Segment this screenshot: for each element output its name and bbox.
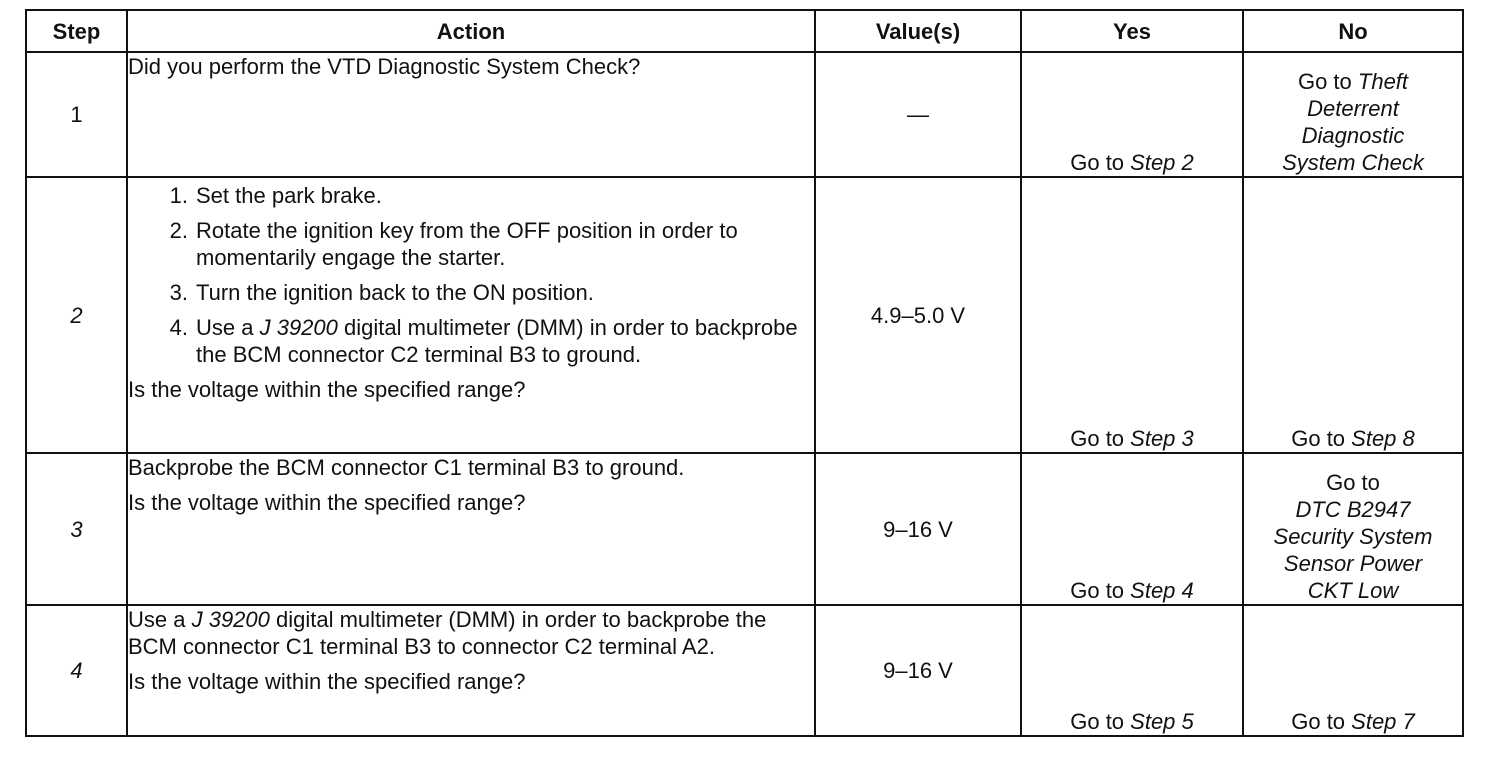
table-row xyxy=(26,177,1463,453)
no-ref-line[interactable]: Security System xyxy=(1273,524,1433,549)
no-prefix: Go to xyxy=(1291,426,1352,451)
action-question: Is the voltage within the specified range? xyxy=(128,490,526,515)
action-step: 4. Use a J 39200 digital multimeter (DMM) in order to backprobe the BCM connector C2 terminal B3 to ground. xyxy=(169,315,798,367)
table-row xyxy=(26,453,1463,605)
value-cell: — xyxy=(815,52,1021,177)
table-row xyxy=(26,52,1463,177)
table-row xyxy=(26,605,1463,736)
no-ref-line[interactable]: Sensor Power xyxy=(1283,551,1423,576)
no-prefix: Go to xyxy=(1297,69,1358,94)
header-yes: Yes xyxy=(1021,10,1243,52)
action-steps-list xyxy=(128,182,814,368)
action-step: 3. Turn the ignition back to the ON position. xyxy=(169,280,594,305)
yes-cell xyxy=(1021,453,1243,605)
action-cell xyxy=(127,605,815,736)
yes-step-link[interactable]: Step 2 xyxy=(1130,150,1194,175)
yes-cell xyxy=(1021,177,1243,453)
no-ref-line[interactable]: DTC B2947 xyxy=(1295,497,1411,522)
no-ref-line[interactable]: System Check xyxy=(1282,150,1424,175)
no-cell xyxy=(1243,453,1463,605)
no-step-link[interactable]: Step 7 xyxy=(1351,709,1415,734)
no-step-link[interactable]: Step 8 xyxy=(1351,426,1415,451)
header-no: No xyxy=(1243,10,1463,52)
value-cell: 4.9–5.0 V xyxy=(815,177,1021,453)
step-number: 2 xyxy=(26,177,127,453)
step-number: 1 xyxy=(26,52,127,177)
yes-step-link[interactable]: Step 3 xyxy=(1130,426,1194,451)
yes-step-link[interactable]: Step 5 xyxy=(1130,709,1194,734)
no-cell xyxy=(1243,52,1463,177)
header-row xyxy=(26,10,1463,52)
no-ref-line[interactable]: Deterrent xyxy=(1307,96,1399,121)
action-step: 1. Set the park brake. xyxy=(169,183,382,208)
action-cell xyxy=(127,52,815,177)
no-ref-line[interactable]: Theft xyxy=(1357,69,1409,94)
yes-prefix: Go to xyxy=(1070,709,1131,734)
no-ref-line[interactable]: Diagnostic xyxy=(1301,123,1405,148)
action-cell xyxy=(127,453,815,605)
step-number: 3 xyxy=(26,453,127,605)
yes-prefix: Go to xyxy=(1070,426,1131,451)
value-cell: 9–16 V xyxy=(815,605,1021,736)
no-cell xyxy=(1243,177,1463,453)
no-prefix: Go to xyxy=(1291,709,1352,734)
yes-cell xyxy=(1021,52,1243,177)
yes-step-link[interactable]: Step 4 xyxy=(1130,578,1194,603)
tool-name: J 39200 xyxy=(259,315,338,340)
yes-cell xyxy=(1021,605,1243,736)
tool-name: J 39200 xyxy=(191,607,270,632)
action-text: Use a J 39200 digital multimeter (DMM) in order to backprobe the BCM connector C1 terminal B3 to connector C2 terminal A2. xyxy=(128,607,767,659)
action-step: 2. Rotate the ignition key from the OFF position in order to momentarily engage the starter. xyxy=(169,218,738,270)
header-action: Action xyxy=(127,10,815,52)
value-cell: 9–16 V xyxy=(815,453,1021,605)
diagnostic-table xyxy=(25,9,1464,737)
no-ref-line[interactable]: CKT Low xyxy=(1307,578,1399,603)
no-prefix: Go to xyxy=(1326,470,1380,495)
no-cell xyxy=(1243,605,1463,736)
action-question: Did you perform the VTD Diagnostic System Check? xyxy=(128,54,641,79)
header-step: Step xyxy=(26,10,127,52)
yes-prefix: Go to xyxy=(1070,150,1131,175)
action-cell xyxy=(127,177,815,453)
yes-prefix: Go to xyxy=(1070,578,1131,603)
action-text: Backprobe the BCM connector C1 terminal B3 to ground. xyxy=(128,455,685,480)
step-number: 4 xyxy=(26,605,127,736)
action-question: Is the voltage within the specified range? xyxy=(128,377,526,402)
action-question: Is the voltage within the specified range? xyxy=(128,669,526,694)
header-values: Value(s) xyxy=(815,10,1021,52)
